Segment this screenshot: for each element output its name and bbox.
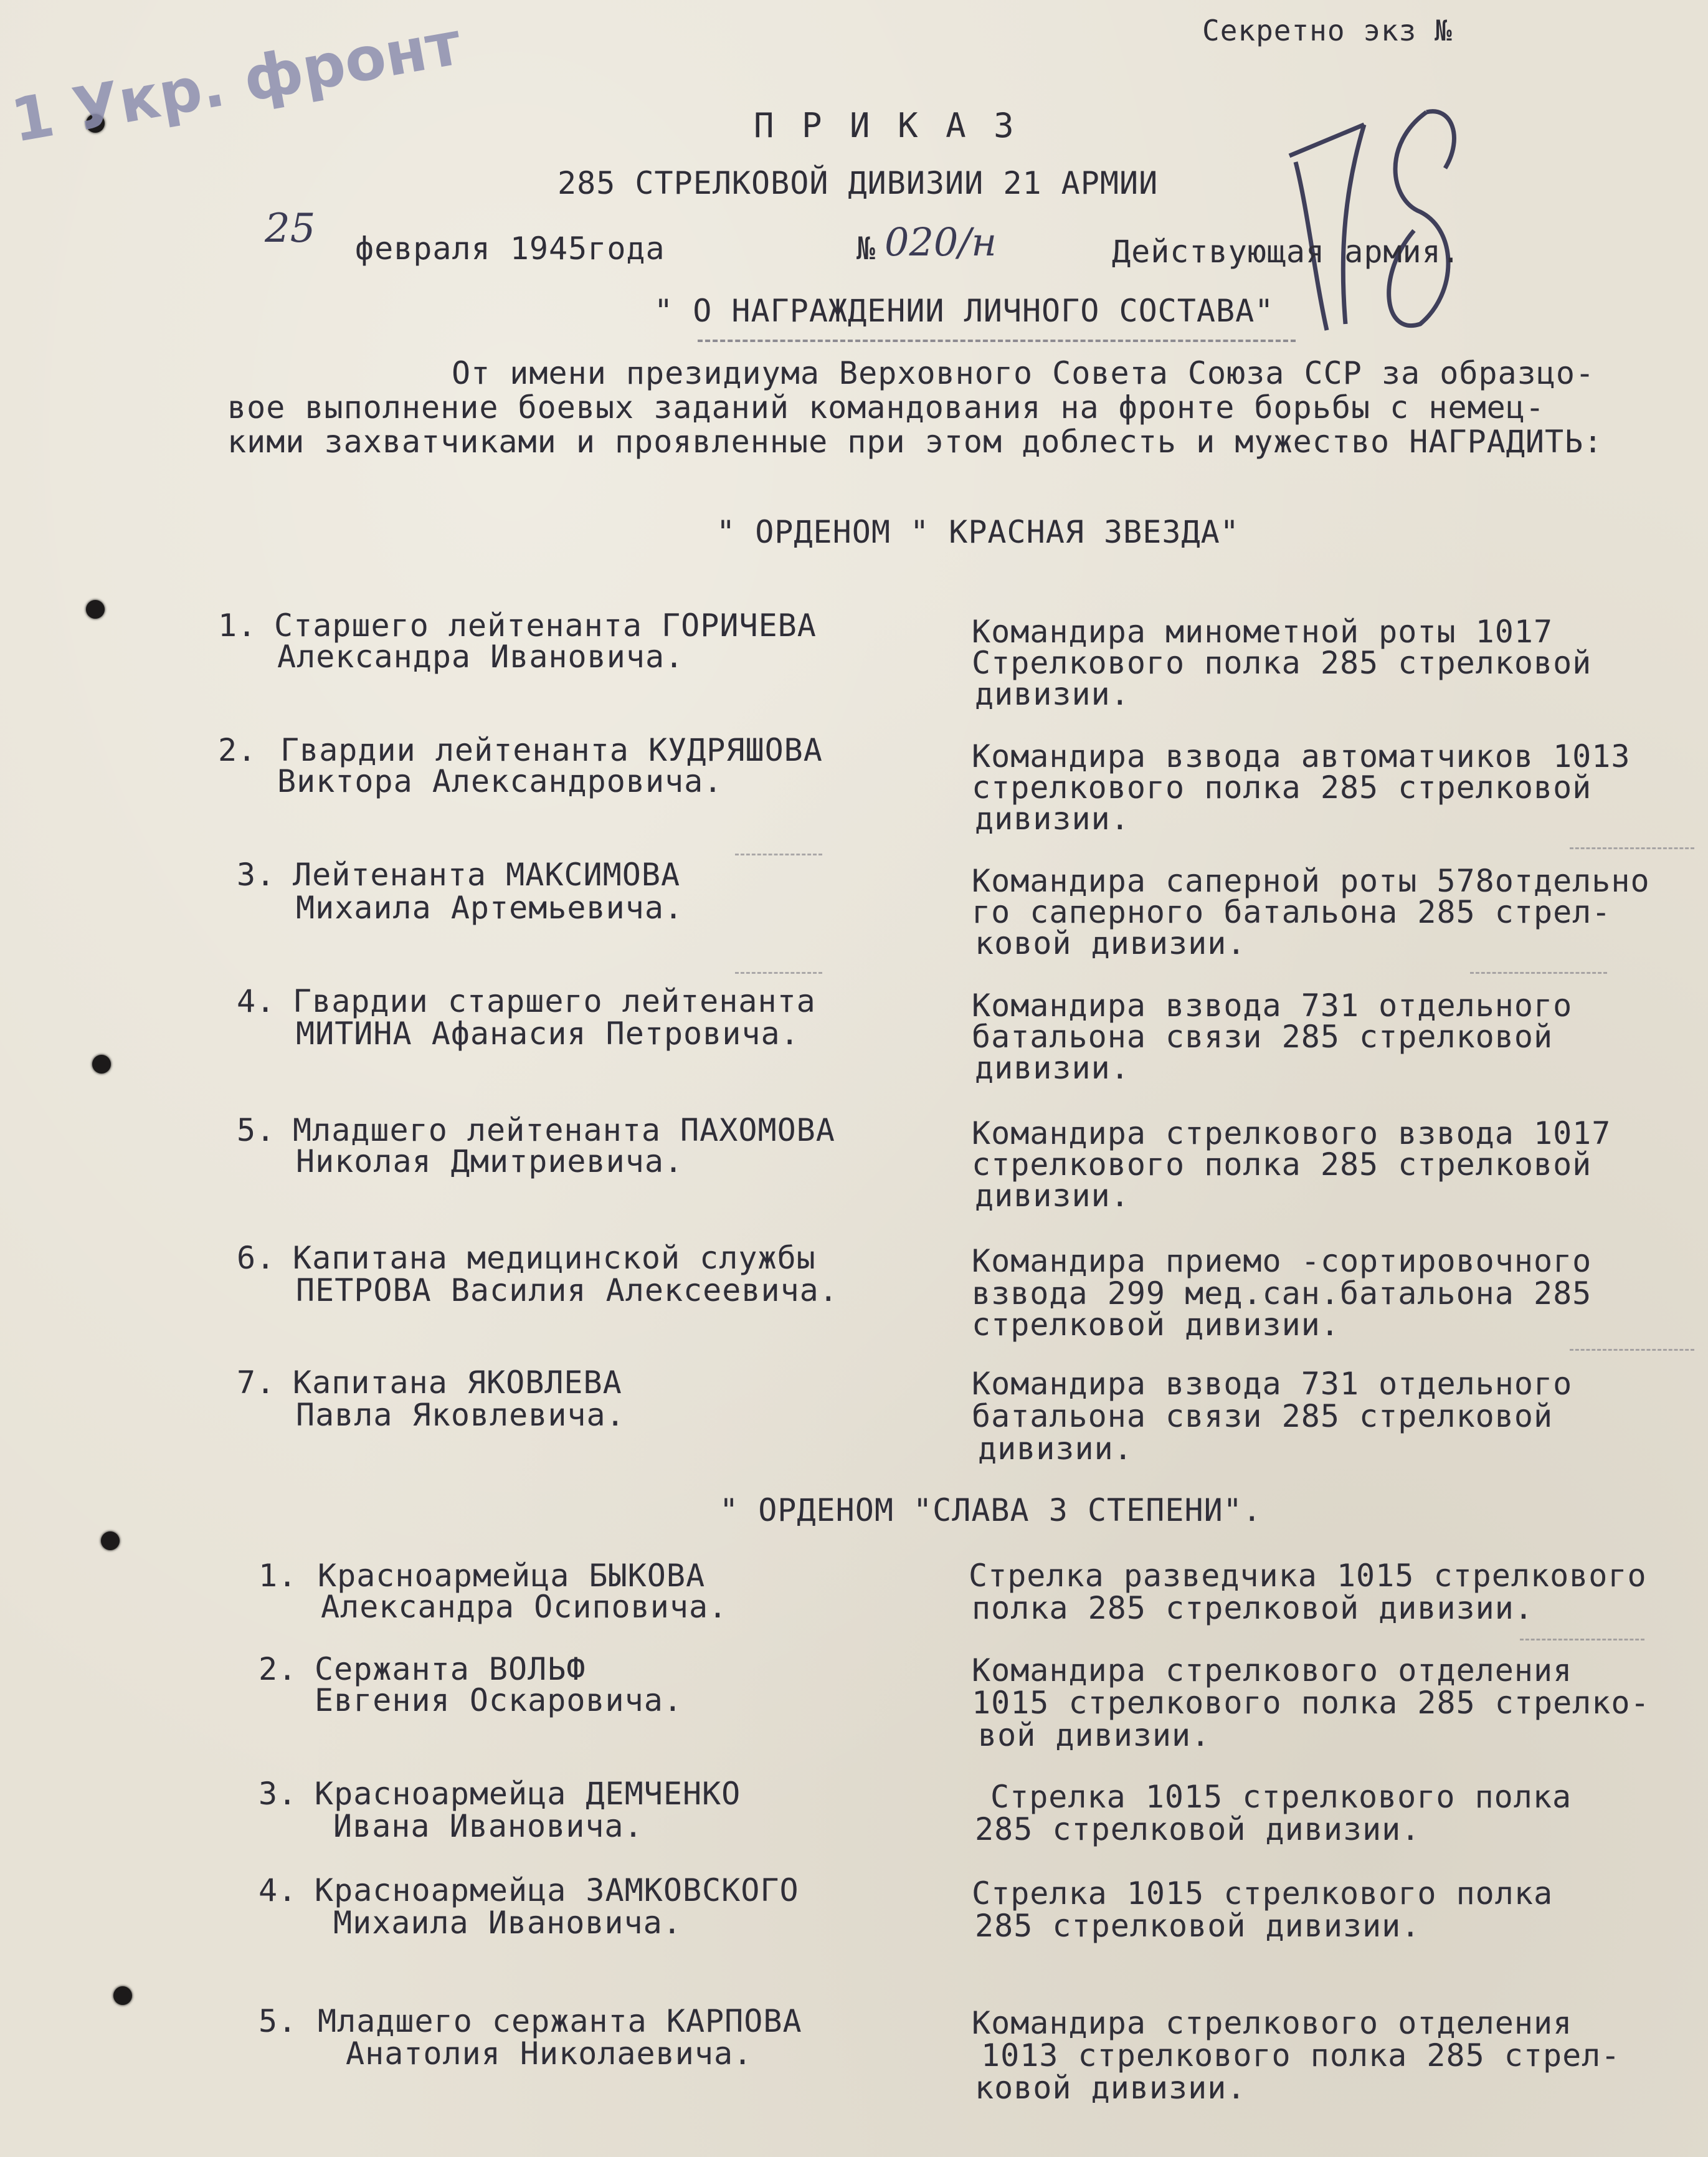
entry-position: батальона связи 285 стрелковой: [972, 1019, 1554, 1055]
entry-position: Командира стрелкового отделения: [972, 2005, 1573, 2041]
entry-position: Командира саперной роты 578отдельно: [972, 863, 1650, 899]
entry-position: батальона связи 285 стрелковой: [972, 1398, 1554, 1434]
preamble-line: От имени президиума Верховного Совета Союза ССР за образцо-: [452, 355, 1595, 391]
entry-position: вой дивизии.: [978, 1717, 1211, 1753]
entry-name: Евгения Оскаровича.: [315, 1682, 683, 1718]
entry-position: 285 стрелковой дивизии.: [975, 1811, 1421, 1847]
subject-underline: [698, 340, 1296, 342]
entry-position: стрелкового полка 285 стрелковой: [972, 1146, 1592, 1183]
entry-number: 4.: [237, 983, 276, 1019]
secrecy-mark: Секретно экз №: [1202, 14, 1453, 47]
entry-name: Александра Ивановича.: [277, 639, 685, 675]
order-subject: " О НАГРАЖДЕНИИ ЛИЧНОГО СОСТАВА": [654, 293, 1274, 329]
entry-number: 2.: [218, 732, 257, 768]
entry-name: Сержанта ВОЛЬФ: [315, 1651, 586, 1687]
order-title: П Р И К А З: [754, 106, 1018, 145]
separator: [1520, 1639, 1644, 1640]
entry-position: дивизии.: [975, 1178, 1130, 1214]
entry-number: 6.: [237, 1240, 276, 1276]
separator: [1570, 1349, 1694, 1351]
entry-position: дивизии.: [975, 676, 1130, 712]
entry-position: Командира взвода 731 отдельного: [972, 1366, 1573, 1402]
separator: [735, 854, 822, 855]
entry-position: ковой дивизии.: [975, 925, 1246, 961]
entry-name: Анатолия Николаевича.: [346, 2036, 753, 2072]
order-subtitle: 285 СТРЕЛКОВОЙ ДИВИЗИИ 21 АРМИИ: [557, 165, 1159, 201]
entry-name: Младшего сержанта КАРПОВА: [318, 2003, 802, 2039]
section-heading: " ОРДЕНОМ " КРАСНАЯ ЗВЕЗДА": [716, 514, 1240, 550]
entry-name: Ивана Ивановича.: [333, 1808, 643, 1844]
entry-position: дивизии.: [975, 801, 1130, 837]
handwritten-order-number: 020/н: [885, 219, 997, 265]
separator: [1470, 972, 1607, 974]
entry-position: Стрелкового полка 285 стрелковой: [972, 645, 1592, 681]
entry-position: Командира взвода 731 отдельного: [972, 988, 1573, 1024]
entry-position: стрелкового полка 285 стрелковой: [972, 769, 1592, 806]
order-number-mark: №: [856, 231, 876, 267]
entry-name: Павла Яковлевича.: [296, 1397, 625, 1433]
entry-name: Младшего лейтенанта ПАХОМОВА: [293, 1112, 835, 1148]
entry-position: дивизии.: [978, 1431, 1133, 1467]
entry-number: 1.: [259, 1558, 298, 1594]
entry-position: взвода 299 мед.сан.батальона 285: [972, 1275, 1592, 1312]
punch-hole: [113, 1986, 132, 2005]
entry-name: Красноармейца БЫКОВА: [318, 1558, 706, 1594]
entry-number: 1.: [218, 607, 257, 644]
entry-number: 3.: [237, 857, 276, 893]
entry-name: Капитана ЯКОВЛЕВА: [293, 1364, 622, 1401]
entry-name: ПЕТРОВА Василия Алексеевича.: [296, 1272, 838, 1308]
handwritten-archive-number: [1271, 87, 1476, 336]
section-heading: " ОРДЕНОМ "СЛАВА 3 СТЕПЕНИ".: [719, 1492, 1262, 1528]
handwritten-day: 25: [265, 206, 316, 252]
entry-number: 5.: [259, 2003, 298, 2039]
punch-hole: [86, 600, 105, 619]
order-date: февраля 1945года: [355, 231, 665, 267]
entry-position: Командира минометной роты 1017: [972, 614, 1554, 650]
entry-number: 7.: [237, 1364, 276, 1401]
entry-name: Гвардии лейтенанта КУДРЯШОВА: [280, 732, 823, 768]
front-stamp: 1 Укр. фронт: [6, 8, 467, 156]
entry-name: Гвардии старшего лейтенанта: [293, 983, 816, 1019]
entry-position: 1015 стрелкового полка 285 стрелко-: [972, 1685, 1650, 1721]
entry-position: полка 285 стрелковой дивизии.: [972, 1590, 1534, 1626]
entry-name: Виктора Александровича.: [277, 763, 723, 799]
separator: [1570, 847, 1694, 849]
entry-position: Стрелка 1015 стрелкового полка: [972, 1875, 1554, 1912]
preamble-line: вое выполнение боевых заданий командования на фронте борьбы с немец-: [227, 389, 1545, 426]
entry-position: 1013 стрелкового полка 285 стрел-: [981, 2037, 1621, 2074]
order-place: Действующая армия.: [1112, 234, 1461, 270]
entry-name: Николая Дмитриевича.: [296, 1143, 684, 1179]
punch-hole: [101, 1531, 120, 1550]
entry-name: Красноармейца ЗАМКОВСКОГО: [315, 1872, 799, 1908]
preamble-line: кими захватчиками и проявленные при этом доблесть и мужество НАГРАДИТЬ:: [227, 424, 1603, 460]
separator: [735, 972, 822, 974]
entry-position: Командира стрелкового отделения: [972, 1652, 1573, 1688]
entry-name: Михаила Ивановича.: [333, 1905, 682, 1941]
entry-name: Красноармейца ДЕМЧЕНКО: [315, 1776, 741, 1812]
entry-position: Стрелка разведчика 1015 стрелкового: [969, 1558, 1647, 1594]
entry-position: Командира приемо -сортировочного: [972, 1243, 1592, 1279]
entry-position: го саперного батальона 285 стрел-: [972, 894, 1611, 930]
entry-number: 2.: [259, 1651, 298, 1687]
entry-position: стрелковой дивизии.: [972, 1307, 1340, 1343]
entry-name: Капитана медицинской службы: [293, 1240, 816, 1276]
entry-name: Михаила Артемьевича.: [296, 890, 684, 926]
entry-position: ковой дивизии.: [975, 2070, 1246, 2106]
entry-number: 5.: [237, 1112, 276, 1148]
entry-position: 285 стрелковой дивизии.: [975, 1908, 1421, 1944]
entry-number: 4.: [259, 1872, 298, 1908]
entry-position: Командира взвода автоматчиков 1013: [972, 738, 1631, 774]
entry-position: Стрелка 1015 стрелкового полка: [990, 1779, 1572, 1815]
entry-name: Старшего лейтенанта ГОРИЧЕВА: [274, 607, 817, 644]
punch-hole: [92, 1055, 111, 1074]
entry-name: Лейтенанта МАКСИМОВА: [293, 857, 681, 893]
entry-name: Александра Осиповича.: [321, 1589, 728, 1625]
entry-position: Командира стрелкового взвода 1017: [972, 1115, 1611, 1151]
entry-number: 3.: [259, 1776, 298, 1812]
entry-name: МИТИНА Афанасия Петровича.: [296, 1016, 800, 1052]
entry-position: дивизии.: [975, 1050, 1130, 1086]
